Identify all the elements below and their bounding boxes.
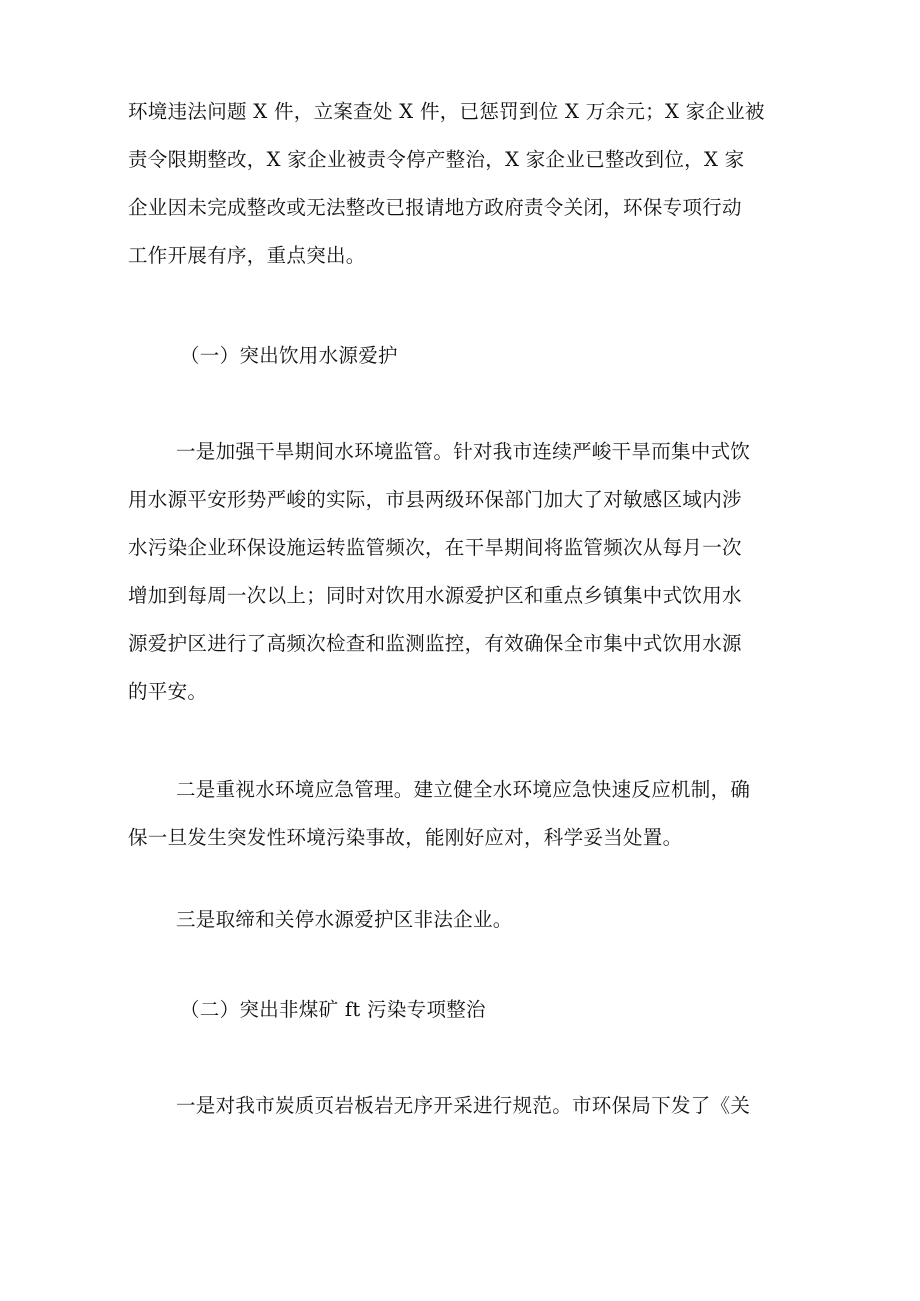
paragraph-1-line-3: 水污染企业环保设施运转监管频次，在干旱期间将监管频次从每月一次	[128, 536, 742, 559]
section-heading-1: （一）突出饮用水源爱护	[180, 344, 398, 367]
paragraph-2-line-1: 二是重视水环境应急管理。建立健全水环境应急快速反应机制，确	[176, 778, 751, 801]
paragraph-1-line-6: 的平安。	[128, 680, 208, 703]
paragraph-1-line-4: 增加到每周一次以上；同时对饮用水源爱护区和重点乡镇集中式饮用水	[128, 584, 742, 607]
paragraph-1-line-2: 用水源平安形势严峻的实际，市县两级环保部门加大了对敏感区域内涉	[128, 488, 742, 511]
paragraph-2-line-2: 保一旦发生突发性环境污染事故，能刚好应对，科学妥当处置。	[128, 826, 683, 849]
intro-line-3: 企业因未完成整改或无法整改已报请地方政府责令关闭，环保专项行动	[128, 196, 742, 219]
section-heading-2: （二）突出非煤矿 ft 污染专项整治	[180, 998, 486, 1021]
intro-line-1: 环境违法问题 X 件，立案查处 X 件，已惩罚到位 X 万余元；X 家企业被	[128, 100, 765, 123]
paragraph-1-line-5: 源爱护区进行了高频次检查和监测监控，有效确保全市集中式饮用水源	[128, 632, 742, 655]
paragraph-1-line-1: 一是加强干旱期间水环境监管。针对我市连续严峻干旱而集中式饮	[176, 440, 751, 463]
intro-line-4: 工作开展有序，重点突出。	[128, 244, 366, 267]
intro-line-2: 责令限期整改，X 家企业被责令停产整治，X 家企业已整改到位，X 家	[128, 148, 745, 171]
paragraph-3-line-1: 三是取缔和关停水源爱护区非法企业。	[176, 908, 513, 931]
paragraph-4-line-1: 一是对我市炭质页岩板岩无序开采进行规范。市环保局下发了《关	[176, 1094, 751, 1117]
